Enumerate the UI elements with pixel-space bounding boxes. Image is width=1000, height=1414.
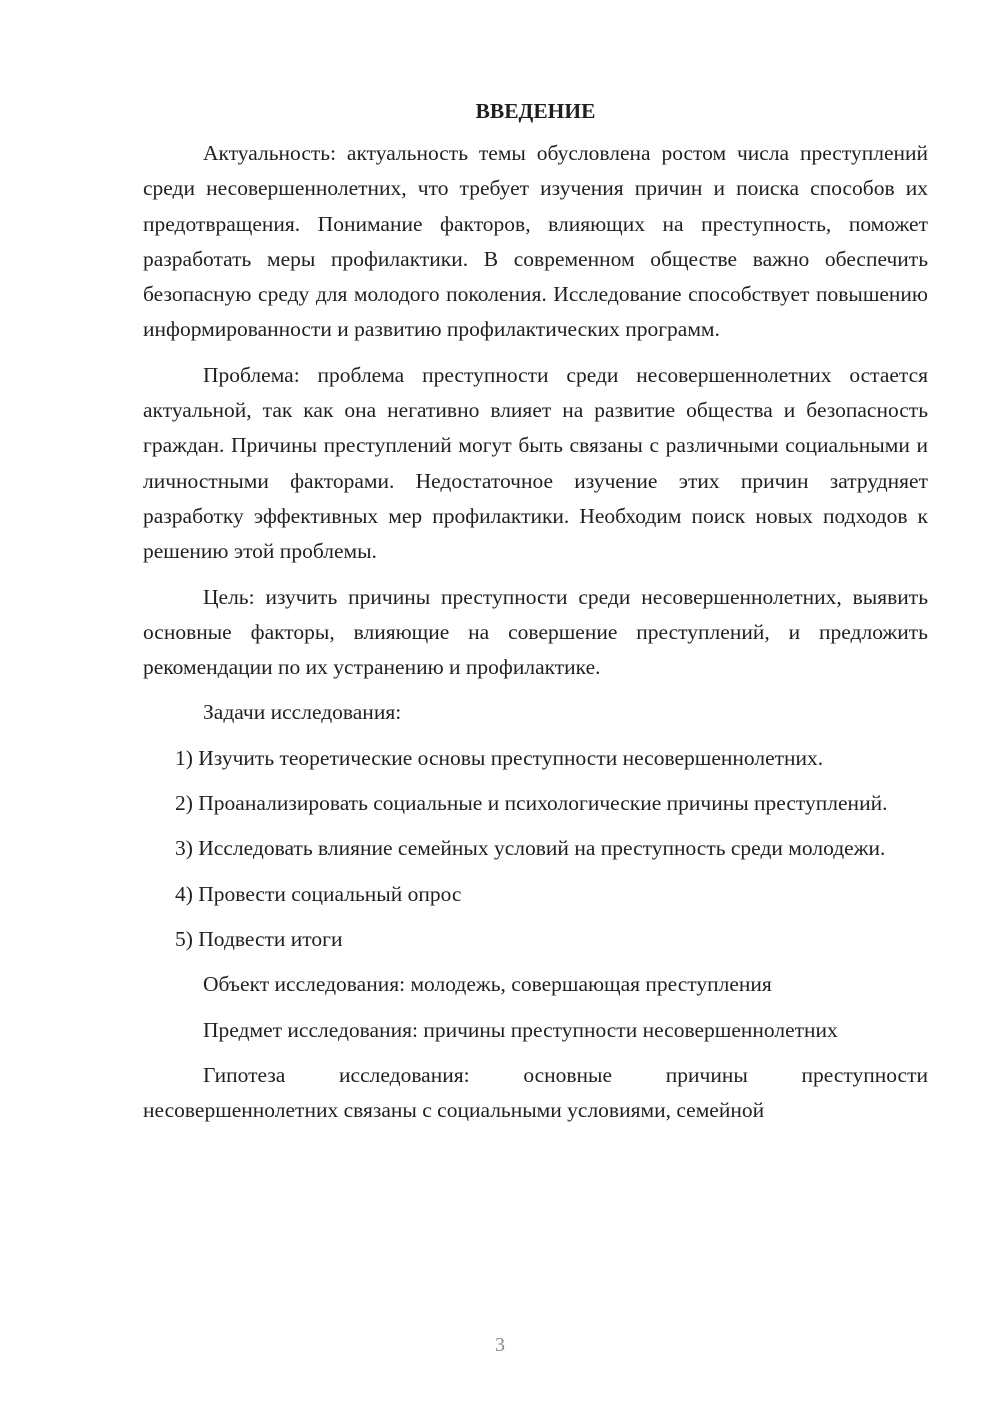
task-item-4: 4) Провести социальный опрос bbox=[175, 881, 462, 906]
subject-paragraph: Предмет исследования: причины преступности несовершеннолетних bbox=[203, 1017, 838, 1042]
relevance-paragraph: Актуальность: актуальность темы обусловлена ростом числа преступлений среди несовершеннолетних, что требует изучения причин и поиска способов их предотвращения. Понимание факторов, влияющих на преступность, поможет разработать меры профилактики. В современном обществе важно обеспечить безопасную среду для молодого поколения. Исследование способствует повышению информированности и развитию профилактических программ. bbox=[143, 141, 928, 342]
section-title: ВВЕДЕНИЕ bbox=[475, 99, 596, 123]
tasks-heading: Задачи исследования: bbox=[203, 700, 402, 725]
object-paragraph: Объект исследования: молодежь, совершающая преступления bbox=[203, 972, 772, 997]
problem-paragraph: Проблема: проблема преступности среди несовершеннолетних остается актуальной, так как она негативно влияет на развитие общества и безопасность граждан. Причины преступлений могут быть связаны с различными социальными и личностными факторами. Недостаточное изучение этих причин затрудняет разработку эффективных мер профилактики. Необходим поиск новых подходов к решению этой проблемы. bbox=[143, 362, 928, 564]
task-item-3: 3) Исследовать влияние семейных условий на преступность среди молодежи. bbox=[175, 836, 886, 861]
document-page bbox=[143, 96, 928, 1138]
task-item-5: 5) Подвести итоги bbox=[175, 926, 343, 951]
hypothesis-paragraph: Гипотеза исследования: основные причины преступности несовершеннолетних связаны с социальными условиями, семейной bbox=[143, 1062, 928, 1123]
page-number: 3 bbox=[495, 1334, 505, 1356]
task-item-2: 2) Проанализировать социальные и психологические причины преступлений. bbox=[175, 791, 888, 816]
task-item-1: 1) Изучить теоретические основы преступности несовершеннолетних. bbox=[175, 745, 824, 770]
goal-paragraph: Цель: изучить причины преступности среди несовершеннолетних, выявить основные факторы, влияющие на совершение преступлений, и предложить рекомендации по их устранению и профилактике. bbox=[143, 584, 928, 680]
